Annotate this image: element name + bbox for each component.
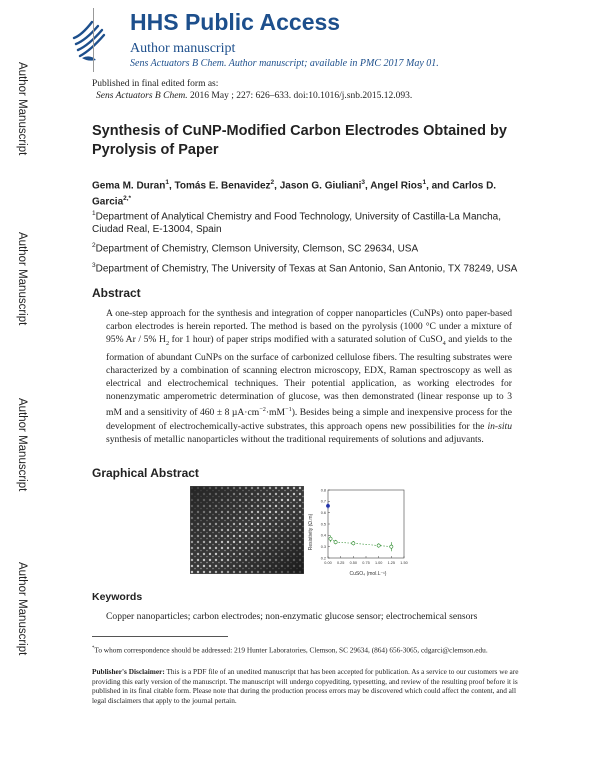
chart-y-tick-label: 0.8	[320, 488, 326, 493]
chart-x-tick-label: 0.50	[349, 561, 358, 565]
chart-y-tick-label: 0.2	[320, 556, 326, 561]
chart-y-label: Resistivity (Ω.m)	[308, 513, 314, 551]
chart-x-tick-label: 0.25	[336, 561, 345, 565]
keywords-text: Copper nanoparticles; carbon electrodes; non-enzymatic glucose sensor; electrochemical sensors	[106, 611, 478, 622]
sidebar-label-2: Author Manuscript	[16, 232, 28, 326]
hhs-title: HHS Public Access	[130, 9, 341, 35]
publisher-disclaimer: Publisher's Disclaimer: This is a PDF file of an unedited manuscript that has been accepted for publication. As a service to our customers we are providing this early version of the manuscript. The manuscript will undergo copyediting, typesetting, and review of the resulting proof before it is published in its final citable form. Please note that during the production process errors may be discovered which could affect the content, and all legal disclaimers that apply to the journal pertain.	[92, 667, 519, 705]
chart-x-tick-label: 0.00	[324, 561, 332, 565]
abstract-text: A one-step approach for the synthesis and integration of copper nanoparticles (CuNPs) onto paper-based carbon electrodes is herein reported. The method is based on the pyrolysis (1000 °C under a mixture of 95% Ar / 5% $H_2$ for 1 hour) of paper strips modified with a saturated solution of CuSO$_4$ and yields to the formation of abundant CuNPs on the surface of carbonized cellulose fibers. The resulting substrates were characterized by a combination of scanning electron microscopy, EDX, Raman spectroscopy as well as electrical and electrochemical techniques. Their potential application, as working electrodes for nonenzymatic amperometric determination of glucose, was then demonstrated (linear response up to 3 mM and a sensitivity of 460 ± 8 $\mu A\cdot cm^{-2}\cdot mM^{-1}$). Besides being a simple and inexpensive process for the development of electrochemically-active substrates, this approach opens new possibilities for the in-situ synthesis of metallic nanoparticles without the traditional requirements of solutions and adjuvants.	[106, 308, 513, 445]
correspondence-footnote: *To whom correspondence should be addressed: 219 Hunter Laboratories, Clemson, SC 29634, (864) 656-3065, cdgarci@clemson.edu.	[92, 645, 488, 655]
author-separator: ,	[365, 180, 371, 192]
author-name: Jason G. Giuliani	[279, 180, 362, 192]
author-affiliation-mark: 2	[270, 179, 275, 186]
author-manuscript-label: Author manuscript	[130, 41, 236, 56]
abstract-heading: Abstract	[92, 286, 141, 300]
author-name: Tomás E. Benavidez	[174, 180, 271, 192]
chart-x-tick-label: 1.50	[400, 561, 408, 565]
affiliation-2: $^2$Department of Chemistry, Clemson University, Clemson, SC 29634, USA	[92, 242, 419, 255]
chart-y-tick-label: 0.5	[320, 522, 326, 527]
publication-info	[92, 78, 412, 102]
author-separator: ,	[168, 180, 175, 192]
published-label: Published in final edited form as:	[92, 79, 219, 89]
sidebar-label-1: Author Manuscript	[16, 62, 28, 156]
author-affiliation-mark: 1	[422, 179, 427, 186]
chart-y-tick-label: 0.4	[320, 533, 326, 538]
chart-data-point	[390, 545, 393, 548]
resistivity-chart	[306, 484, 410, 578]
graphical-abstract-heading: Graphical Abstract	[92, 466, 199, 480]
author-name: Gema M. Duran	[92, 180, 166, 192]
chart-x-tick-label: 1.25	[387, 561, 396, 565]
citation: 2016 May ; 227: 626–633. doi:10.1016/j.snb.2015.12.093.	[190, 91, 413, 101]
chart-x-label: CuSO₄ (mol.L⁻¹)	[349, 571, 387, 577]
sidebar-label-3: Author Manuscript	[16, 398, 28, 492]
journal-availability: Sens Actuators B Chem. Author manuscript; available in PMC 2017 May 01.	[130, 58, 439, 69]
affiliation-1: $^1$Department of Analytical Chemistry and Food Technology, University of Castilla-La Mancha, Ciudad Real, E-13004, Spain	[92, 210, 502, 236]
author-list	[92, 176, 522, 209]
chart-data-point	[377, 544, 380, 547]
hhs-eagle-logo	[70, 14, 108, 64]
author-name: Carlos D. Garcia	[92, 180, 497, 208]
chart-x-tick-label: 1.00	[374, 561, 383, 565]
affiliation-3: $^3$Department of Chemistry, The University of Texas at San Antonio, San Antonio, TX 78249, USA	[92, 262, 518, 275]
sem-micrograph-image	[190, 486, 304, 574]
chart-data-point	[334, 541, 337, 544]
author-separator: , and	[426, 180, 453, 192]
footnote-rule	[92, 636, 228, 637]
journal-name: Sens Actuators B Chem.	[96, 91, 188, 101]
author-affiliation-mark: 1	[165, 179, 169, 186]
keywords-heading: Keywords	[92, 591, 143, 603]
author-separator: ,	[274, 180, 280, 192]
author-affiliation-mark: 3	[361, 179, 366, 186]
sidebar-label-4: Author Manuscript	[16, 562, 28, 656]
chart-x-tick-label: 0.75	[362, 561, 370, 565]
chart-y-tick-label: 0.3	[320, 545, 326, 550]
author-affiliation-mark: 2,*	[123, 195, 132, 203]
chart-data-point	[352, 542, 355, 545]
chart-data-point	[329, 537, 332, 540]
chart-data-point	[326, 504, 329, 507]
chart-y-tick-label: 0.6	[320, 511, 326, 516]
chart-y-tick-label: 0.7	[320, 499, 326, 504]
author-name: Angel Rios	[370, 180, 423, 192]
article-title: Synthesis of CuNP-Modified Carbon Electrodes Obtained by Pyrolysis of Paper	[92, 123, 507, 158]
chart-series-line	[331, 539, 392, 547]
header-divider	[93, 8, 94, 72]
